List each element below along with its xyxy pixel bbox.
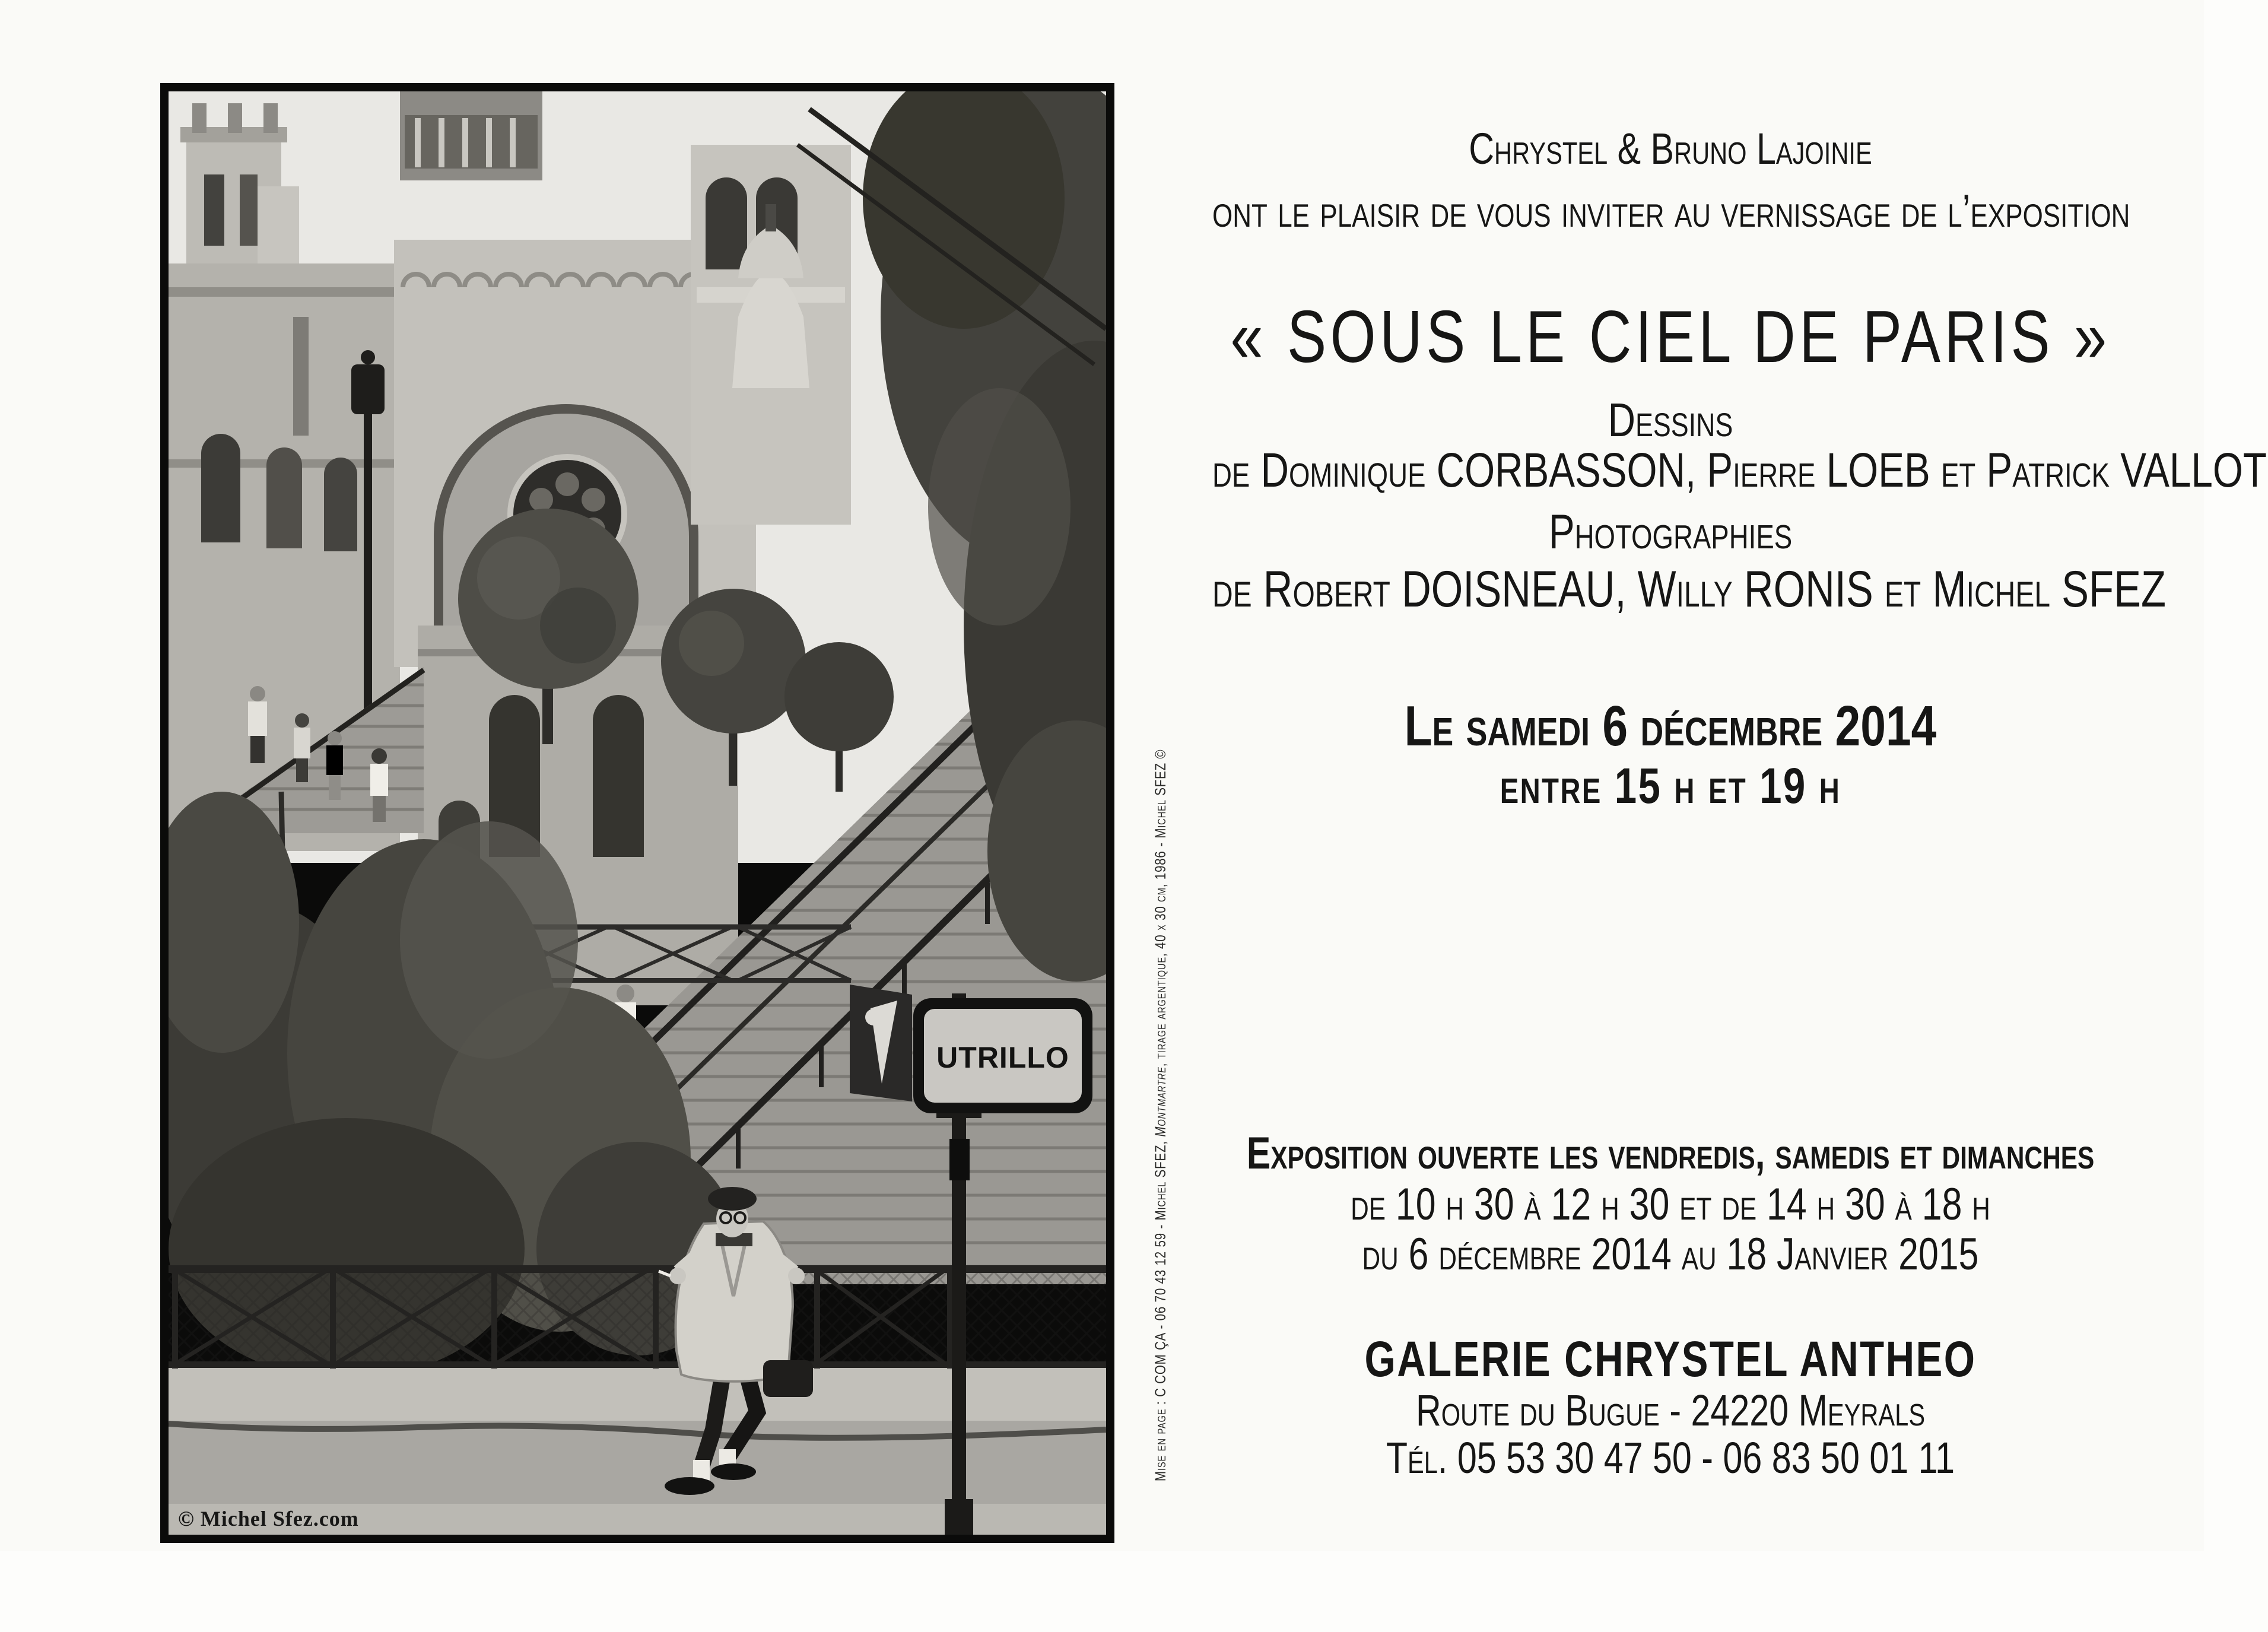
side-credit-part2: , tirage argentique, 40 x 30 cm, 1986 - Michel SFEZ © xyxy=(1152,749,1169,1067)
exhibition-title: « SOUS LE CIEL DE PARIS » xyxy=(1230,296,2111,378)
opening-hours: de 10 h 30 à 12 h 30 et de 14 h 30 à 18 h xyxy=(1351,1179,1990,1230)
drawings-artists: de Dominique CORBASSON, Pierre LOEB et Patrick VALLOT xyxy=(1212,443,2267,497)
photography-artists: de Robert DOISNEAU, Willy RONIS et Michel SFEZ xyxy=(1212,561,2166,618)
event-time: entre 15 h et 19 h xyxy=(1500,758,1841,814)
drawings-heading: Dessins xyxy=(1608,393,1733,446)
photography-heading: Photographies xyxy=(1548,505,1793,559)
gallery-address: Route du Bugue - 24220 Meyrals xyxy=(1415,1386,1926,1435)
photo-frame xyxy=(160,83,1114,1543)
montmartre-photo xyxy=(169,91,1106,1535)
side-credit-part1: Mise en page : C COM ÇA - 06 70 43 12 59 - Michel SFEZ, xyxy=(1152,1136,1169,1481)
gallery-phone: Tél. 05 53 30 47 50 - 06 83 50 01 11 xyxy=(1386,1433,1955,1482)
gallery-name: GALERIE CHRYSTEL ANTHEO xyxy=(1364,1331,1977,1387)
opening-period: du 6 décembre 2014 au 18 Janvier 2015 xyxy=(1362,1229,1979,1279)
event-date: Le samedi 6 décembre 2014 xyxy=(1404,694,1937,758)
side-credit xyxy=(1152,750,1170,1481)
utrillo-sign-label: UTRILLO xyxy=(936,1041,1069,1074)
greeting-invite: ont le plaisir de vous inviter au vernissage de l’exposition xyxy=(1212,185,2130,237)
side-credit-artwork-title: Montmartre xyxy=(1152,1066,1169,1137)
greeting-hosts: Chrystel & Bruno Lajoinie xyxy=(1469,124,1872,173)
photo-credit: © Michel Sfez.com xyxy=(178,1507,359,1531)
opening-days: Exposition ouverte les vendredis, samedis et dimanches xyxy=(1246,1128,2095,1179)
